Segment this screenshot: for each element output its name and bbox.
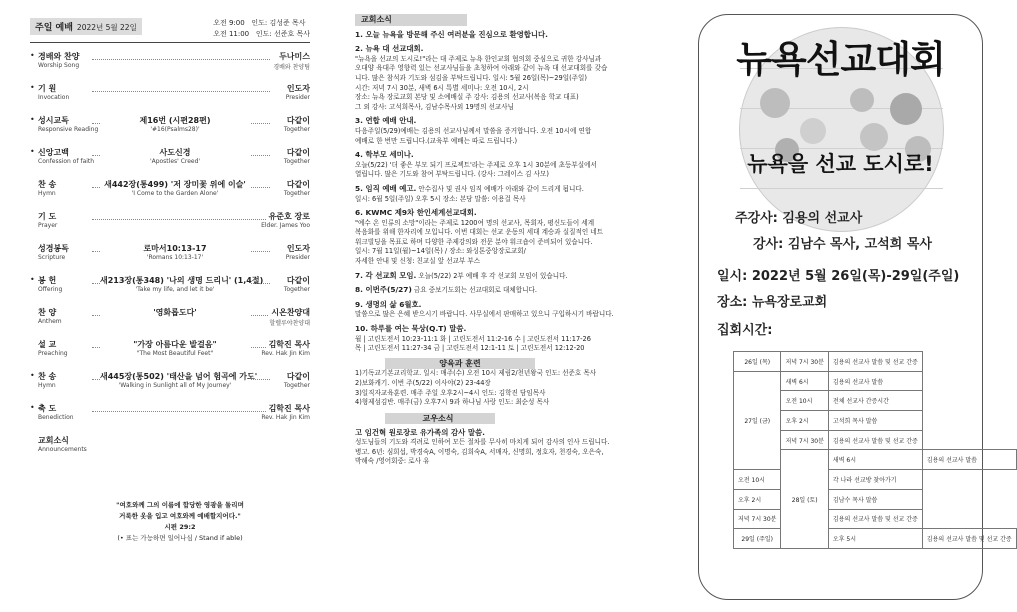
liturgy-list — [30, 51, 310, 467]
schedule-time: 새벽 6시 — [828, 450, 922, 470]
news-item-line: 열립니다. 많은 기도와 참여 부탁드립니다. (강사: 그레이스 김 사모) — [355, 170, 549, 179]
schedule-time: 오전 10시 — [734, 470, 781, 490]
conference-place: 장소: 뉴욕장로교회 — [717, 295, 828, 310]
liturgy-detail: 새213장(통348) '나의 생명 드리니' (1,4절) — [100, 276, 264, 285]
liturgy-title: 기 원 — [38, 84, 57, 93]
conference-title: 뉴욕선교대회 — [736, 38, 945, 81]
service-title: 주일 예배 — [35, 23, 73, 33]
news-item-line: 일시: 7월 11일(월)~14일(목) / 장소: 와싱톤중앙장로교회/ — [355, 247, 526, 256]
bullet-mark: • — [30, 403, 35, 412]
news-item-inline: 안수집사 및 권사 임직 예배가 아래와 같이 드리게 됩니다. — [416, 184, 584, 193]
liturgy-title-en: Responsive Reading — [38, 126, 99, 133]
news-item-line: 예배로 한 번만 드립니다.(교육부 예배는 따로 드립니다.) — [355, 136, 518, 145]
schedule-time: 저녁 7시 30분 — [781, 352, 828, 372]
service-times — [213, 18, 310, 40]
schedule-desc: 김용의 선교사 말씀 및 선교 간증 — [828, 430, 922, 450]
liturgy-detail: 로마서10:13-17 — [100, 243, 250, 254]
liturgy-leader: 다같이 — [286, 116, 310, 125]
news-item — [355, 208, 660, 267]
news-item-line: 그 외 강사: 고석희목사, 김남수목사외 19명의 선교사님 — [355, 102, 515, 111]
liturgy-row — [30, 307, 310, 339]
schedule-desc: 김용의 선교사 말씀 — [828, 371, 922, 391]
leader-dots — [92, 91, 270, 92]
news-header: 교회소식 — [355, 14, 467, 26]
liturgy-title-en: Hymn — [38, 382, 56, 389]
liturgy-leader-en: Presider — [285, 254, 310, 261]
schedule-day: 26일 (목) — [734, 352, 781, 372]
schedule-desc: 김용의 선교사 말씀 — [922, 450, 1016, 470]
news-item-title — [355, 150, 660, 161]
news-item-heading: 3. 연합 예배 안내. — [355, 116, 417, 126]
liturgy-leader-en: Elder. James Yoo — [261, 222, 310, 229]
news-item-line: 말씀으로 많은 은혜 받으시기 바랍니다. 사무실에서 판매하고 있으니 구입하시기 바랍니다. — [355, 310, 614, 319]
news-item — [355, 44, 660, 112]
liturgy-row — [30, 211, 310, 243]
news-item-heading: 1. 오늘 뉴욕을 방문해 주신 여러분을 진심으로 환영합니다. — [355, 29, 548, 39]
news-item-heading: 4. 학부모 세미나. — [355, 150, 414, 160]
nurture-section — [355, 358, 660, 408]
news-item — [355, 184, 660, 204]
news-item-line: 다음주일(5/29)예배는 김용의 선교사님께서 말씀을 증거합니다. 오전 10시에 연합 — [355, 126, 592, 135]
news-item — [355, 150, 660, 180]
schedule-row — [734, 352, 1017, 372]
news-item-line: 월 | 고린도전서 10:23-11:1 화 | 고린도전서 11:2-16 수 | 고린도전서 11:17-26 — [355, 334, 591, 343]
liturgy-detail: 제16번 (시편28편) — [100, 115, 250, 126]
liturgy-leader: 김학진 목사 — [268, 340, 310, 349]
speakers: 강사: 김남수 목사, 고석희 목사 — [753, 237, 932, 252]
service-time-row: 오전 11:00 인도: 선준호 목사 — [213, 30, 310, 38]
liturgy-title: 찬 송 — [38, 180, 57, 189]
church-news-panel — [355, 14, 660, 604]
liturgy-leader-en: Together — [283, 190, 310, 197]
liturgy-detail-en: '#16(Psalms28)' — [150, 126, 200, 133]
liturgy-leader-en: 경배와 찬양팀 — [273, 64, 310, 71]
quote-line: 거룩한 옷을 입고 여호와께 예배할지어다." — [119, 512, 241, 520]
service-header — [30, 18, 310, 40]
service-time-row: 오전 9:00 인도: 김성준 목사 — [213, 19, 306, 27]
news-item-heading: 9. 생명의 삶 6월호. — [355, 299, 422, 309]
news-item-heading: 10. 하루를 여는 묵상(Q.T) 말씀. — [355, 324, 467, 334]
stand-note: (• 표는 가능하면 일어나심 / Stand if able) — [117, 534, 243, 542]
liturgy-detail: '영화롭도다' — [100, 307, 250, 318]
liturgy-detail: "가장 아름다운 발걸음" — [100, 339, 250, 350]
liturgy-title: 성경봉독 — [38, 244, 69, 253]
nurture-item: 4)형제섬김반. 매주(금) 오후7시 9과 하나님 사랑 인도: 최순성 목사 — [355, 398, 550, 407]
liturgy-leader: 다같이 — [286, 372, 310, 381]
liturgy-title-en: Worship Song — [38, 62, 80, 69]
news-item-heading: 7. 각 선교회 모임. — [355, 270, 417, 280]
conference-date: 일시: 2022년 5월 26일(목)-29일(주일) — [717, 269, 960, 284]
liturgy-title-en: Prayer — [38, 222, 58, 229]
news-item-inline: 오늘(5/22) 2부 예배 후 각 선교회 모임이 있습니다. — [416, 271, 568, 280]
liturgy-title: 찬 양 — [38, 308, 57, 317]
liturgy-leader-en: Rev. Hak Jin Kim — [261, 350, 310, 357]
liturgy-title-en: Announcements — [38, 446, 87, 453]
conference-slogan: 뉴욕을 선교 도시로! — [747, 152, 934, 176]
news-item-line: 시간: 저녁 7시 30분, 새벽 6시 특별 세미나: 오전 10시, 2시 — [355, 83, 529, 92]
leader-dots — [92, 411, 270, 412]
bullet-mark: • — [30, 275, 35, 284]
news-item-heading: 2. 뉴욕 대 선교대회. — [355, 44, 424, 54]
member-news-line: 병고. 6년: 심희섭, 박경숙A, 이명숙, 김희숙A, 서매자, 신명희, 정호자, 천경숙, 오은숙, — [355, 447, 604, 456]
member-news-lines — [355, 438, 660, 467]
schedule-desc: 김용의 선교사 말씀 및 선교 간증 — [922, 529, 1016, 549]
bullet-mark: • — [30, 83, 35, 92]
liturgy-row — [30, 339, 310, 371]
liturgy-title-en: Anthem — [38, 318, 62, 325]
liturgy-title: 기 도 — [38, 212, 57, 221]
liturgy-leader: 유준호 장로 — [268, 212, 310, 221]
liturgy-title-en: Confession of faith — [38, 158, 95, 165]
liturgy-title-en: Preaching — [38, 350, 68, 357]
bullet-mark: • — [30, 51, 35, 60]
liturgy-title: 봉 헌 — [38, 276, 57, 285]
liturgy-row — [30, 83, 310, 115]
news-item — [355, 285, 660, 296]
liturgy-title-en: Hymn — [38, 190, 56, 197]
liturgy-title: 경배와 찬양 — [38, 52, 80, 61]
bullet-mark: • — [30, 371, 35, 380]
liturgy-leader: 인도자 — [286, 84, 310, 93]
liturgy-detail-en: 'Walking in Sunlight all of My Journey' — [118, 382, 232, 389]
news-item-title — [355, 271, 660, 282]
liturgy-detail-en: 'Take my life, and let it be' — [135, 286, 215, 293]
liturgy-title: 설 교 — [38, 340, 57, 349]
liturgy-leader: 다같이 — [286, 180, 310, 189]
leader-dots — [92, 59, 270, 60]
liturgy-leader: 다같이 — [286, 148, 310, 157]
liturgy-title-en: Scripture — [38, 254, 66, 261]
liturgy-row — [30, 435, 310, 467]
schedule-desc: 전체 선교사 간증시간 — [828, 391, 922, 411]
leader-dots — [92, 219, 270, 220]
schedule-time: 오후 2시 — [781, 411, 828, 431]
liturgy-leader-en: Presider — [285, 94, 310, 101]
news-list — [355, 30, 660, 354]
quote-line: "여호와께 그의 이름에 합당한 영광을 돌리며 — [116, 501, 244, 509]
liturgy-title: 축 도 — [38, 404, 57, 413]
news-item-line: 복음화를 위해 한자리에 모입니다. 이번 대회는 선교 운동의 세대 계승과 실질적인 네트 — [355, 228, 604, 237]
schedule-desc: 김용의 선교사 말씀 및 선교 간증 — [828, 509, 922, 529]
liturgy-title-en: Invocation — [38, 94, 70, 101]
news-item — [355, 300, 660, 320]
schedule-row — [734, 489, 1017, 509]
news-item-title — [355, 30, 660, 41]
liturgy-title: 찬 송 — [38, 372, 57, 381]
schedule-desc: 김남수 목사 말씀 — [828, 489, 922, 509]
news-item-line: 오늘(5/22) '더 좋은 부모 되기 프로젝트'라는 주제로 오후 1시 30분에 초등부실에서 — [355, 160, 597, 169]
news-item-line: 목 | 고린도전서 11:27-34 금 | 고린도전서 12:1-11 토 | 고린도전서 12:12-20 — [355, 344, 585, 353]
member-news-title: 고 임건혁 원로장로 유가족의 감사 말씀. — [355, 428, 485, 438]
liturgy-leader-en: Rev. Hak Jin Kim — [261, 414, 310, 421]
schedule-table — [733, 351, 1017, 549]
schedule-time: 새벽 6시 — [781, 371, 828, 391]
liturgy-detail-en: 'Apostles' Creed' — [149, 158, 201, 165]
liturgy-detail-en: 'I Come to the Garden Alone' — [131, 190, 219, 197]
liturgy-title: 신앙고백 — [38, 148, 69, 157]
news-item-heading: 5. 임직 예배 예고. — [355, 183, 417, 193]
news-item-title — [355, 116, 660, 127]
news-item-line: "예수 온 인류의 소망"이라는 주제로 1200여 명의 선교사, 목회자, 평신도들이 세계 — [355, 218, 595, 227]
conference-times-label: 집회시간: — [717, 323, 773, 338]
schedule-row — [734, 470, 1017, 490]
schedule-row — [734, 371, 1017, 391]
news-item — [355, 116, 660, 146]
news-item-inline: 금요 중보기도회는 선교대회로 대체합니다. — [411, 286, 537, 295]
schedule-time: 저녁 7시 30분 — [734, 509, 781, 529]
liturgy-row — [30, 371, 310, 403]
liturgy-row — [30, 51, 310, 83]
news-item — [355, 30, 660, 41]
liturgy-detail: 새442장(통499) '저 장미꽃 위에 이슬' — [100, 179, 250, 190]
liturgy-leader-en: 할렐루야찬양대 — [269, 320, 310, 327]
member-news-header: 교우소식 — [385, 413, 495, 425]
news-item-title — [355, 208, 660, 219]
news-item-line: 워크빌딩을 목표로 하며 다양한 주제강의와 전문 분야 워크숍이 준비되어 있습니다. — [355, 237, 593, 246]
news-item-line: 오대양 육대주 영향력 있는 선교사님들을 초청하여 아래와 같이 뉴욕 대 선교대회를 갖습 — [355, 64, 608, 73]
bullet-mark: • — [30, 115, 35, 124]
scripture-quote — [70, 500, 290, 544]
bullet-mark: • — [30, 147, 35, 156]
main-speaker: 주강사: 김용의 선교사 — [735, 211, 863, 226]
news-item — [355, 324, 660, 354]
liturgy-row — [30, 147, 310, 179]
news-item-heading: 8. 이번주(5/27) — [355, 285, 412, 295]
liturgy-leader-en: Together — [283, 126, 310, 133]
news-item-line: 장소: 뉴욕 장로교회 본당 및 소예배실 주 강사: 김용의 선교사(복음 학교 대표) — [355, 93, 579, 102]
liturgy-title: 성시교독 — [38, 116, 69, 125]
nurture-header: 양육과 훈련 — [385, 358, 535, 370]
liturgy-detail-en: 'Romans 10:13-17' — [146, 254, 204, 261]
liturgy-title: 교회소식 — [38, 436, 69, 445]
liturgy-leader-en: Together — [283, 382, 310, 389]
schedule-desc: 고석희 목사 말씀 — [828, 411, 922, 431]
news-item — [355, 271, 660, 282]
conference-poster — [698, 14, 1012, 600]
liturgy-detail-en: "The Most Beautiful Feet" — [136, 350, 214, 357]
service-badge — [30, 18, 142, 35]
schedule-time: 저녁 7시 30분 — [781, 430, 828, 450]
news-item-line: 니다. 많은 참석과 기도와 섬김을 부탁드립니다. 일시: 5월 26일(목)~29일(주일) — [355, 73, 587, 82]
liturgy-leader: 시온찬양대 — [271, 308, 310, 317]
liturgy-row — [30, 115, 310, 147]
news-item-line: 일시: 6월 5일(주일) 오후 5시 장소: 본당 말씀: 이용걸 목사 — [355, 194, 526, 203]
schedule-time: 오후 2시 — [734, 489, 781, 509]
nurture-item: 1)기독교기본교리학교. 일시: 매주(수) 오전 10시 제림2/천년왕국 인도: 선준호 목사 — [355, 369, 597, 378]
liturgy-row — [30, 179, 310, 211]
liturgy-leader-en: Together — [283, 158, 310, 165]
member-news-line: 박해숙 /영어회중: 로사 유 — [355, 457, 430, 466]
service-date: 2022년 5월 22일 — [76, 23, 137, 32]
schedule-row — [734, 529, 1017, 549]
liturgy-leader: 다같이 — [286, 276, 310, 285]
member-news-line: 성도님들의 기도와 격려로 인하여 모든 절차를 무사히 마치게 되어 감사의 인사 드립니다. — [355, 437, 610, 446]
liturgy-detail: 사도신경 — [100, 147, 250, 158]
schedule-time: 오후 5시 — [828, 529, 922, 549]
news-item-heading: 6. KWMC 제9차 한인세계선교대회. — [355, 208, 477, 218]
schedule-desc: 각 나라 선교방 찾아가기 — [828, 470, 922, 490]
news-item-line: 자세한 안내 및 신청: 친교실 앞 선교부 부스 — [355, 257, 481, 266]
news-item-title — [355, 44, 660, 55]
liturgy-leader-en: Together — [283, 286, 310, 293]
schedule-day: 29일 (주일) — [734, 529, 781, 549]
nurture-item: 3)일직자교육훈련. 매주 주일 오후2시~4시 인도: 김학진 담임목사 — [355, 388, 546, 397]
worship-order-panel — [30, 18, 310, 603]
news-item-title — [355, 184, 660, 195]
news-item-title — [355, 324, 660, 335]
liturgy-leader: 김학진 목사 — [268, 404, 310, 413]
liturgy-leader: 두나미스 — [279, 52, 310, 61]
liturgy-row — [30, 275, 310, 307]
nurture-list — [355, 369, 660, 407]
liturgy-row — [30, 403, 310, 435]
quote-reference: 시편 29:2 — [164, 523, 196, 531]
schedule-desc: 김용의 선교사 말씀 및 선교 간증 — [828, 352, 922, 372]
liturgy-leader: 인도자 — [286, 244, 310, 253]
divider — [30, 42, 310, 43]
liturgy-title-en: Benediction — [38, 414, 74, 421]
schedule-day: 27일 (금) — [734, 371, 781, 469]
schedule-row — [734, 509, 1017, 529]
nurture-item: 2)보화캐기. 이번 주(5/22) 이사야(2) 23-44장 — [355, 379, 491, 387]
news-item-line: "뉴욕을 선교의 도시로!"라는 대 주제로 뉴욕 한인교회 협의회 중심으로 귀한 강사님과 — [355, 54, 602, 63]
liturgy-title-en: Offering — [38, 286, 63, 293]
news-item-title — [355, 300, 660, 311]
liturgy-detail: 새445장(통502) '태산을 넘어 험곡에 가도' — [100, 372, 258, 381]
schedule-day: 28일 (토) — [781, 450, 828, 548]
member-news-section — [355, 413, 660, 467]
liturgy-row — [30, 243, 310, 275]
news-item-title — [355, 285, 660, 296]
schedule-time: 오전 10시 — [781, 391, 828, 411]
